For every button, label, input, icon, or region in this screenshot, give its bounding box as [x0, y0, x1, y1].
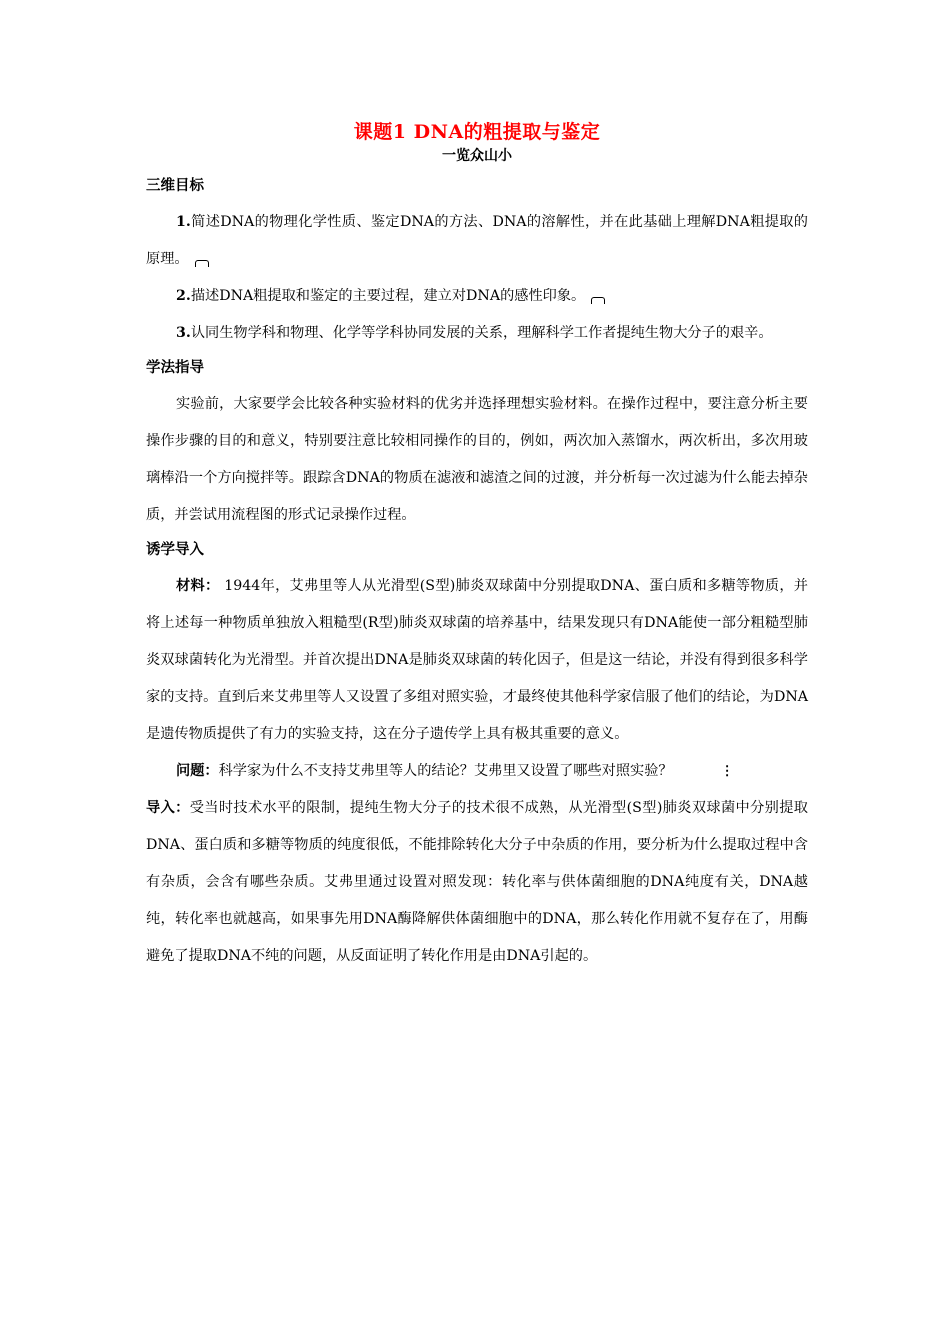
margin-mark-icon	[591, 297, 605, 304]
objective-item-3	[146, 315, 808, 352]
material-text: 1944年，艾弗里等人从光滑型(S型)肺炎双球菌中分别提取DNA、蛋白质和多糖等物质，并将上述每一种物质单独放入粗糙型(R型)肺炎双球菌的培养基中，结果发现只有DNA能使一部分粗糙型肺炎双球菌转化为光滑型。并首次提出DNA是肺炎双球菌的转化因子，但是这一结论，并没有得到很多科学家的支持。直到后来艾弗里等人又设置了多组对照实验，才最终使其他科学家信服了他们的结论，为DNA是遗传物质提供了有力的实验支持，这在分子遗传学上具有极其重要的意义。	[146, 578, 808, 742]
objective-number: 3.	[176, 325, 191, 341]
margin-mark-icon	[195, 260, 209, 267]
section-heading-objectives: 三维目标	[146, 177, 204, 194]
document-page	[146, 118, 808, 975]
objective-item-1	[146, 204, 808, 278]
objective-text: 描述DNA粗提取和鉴定的主要过程，建立对DNA的感性印象。	[190, 288, 586, 304]
objective-number: 1.	[176, 214, 191, 230]
question-paragraph	[146, 753, 808, 790]
question-text: 科学家为什么不支持艾弗里等人的结论？艾弗里又设置了哪些对照实验？	[218, 763, 673, 779]
intro-paragraph	[146, 790, 808, 975]
page-subtitle: 一览众山小	[442, 148, 512, 164]
objective-text: 简述DNA的物理化学性质、鉴定DNA的方法、DNA的溶解性，并在此基础上理解DNA粗提取的原理。	[146, 214, 808, 267]
section-heading-introduction: 诱学导入	[146, 541, 204, 558]
objective-text: 认同生物学科和物理、化学等学科协同发展的关系，理解科学工作者提纯生物大分子的艰辛。	[190, 325, 773, 341]
question-label: 问题：	[176, 763, 219, 779]
intro-text: 受当时技术水平的限制，提纯生物大分子的技术很不成熟，从光滑型(S型)肺炎双球菌中分别提取DNA、蛋白质和多糖等物质的纯度很低，不能排除转化大分子中杂质的作用，要分析为什么提取过程中含有杂质，会含有哪些杂质。艾弗里通过设置对照发现：转化率与供体菌细胞的DNA纯度有关，DNA越纯，转化率也就越高，如果事先用DNA酶降解供体菌细胞中的DNA，那么转化作用就不复存在了，用酶避免了提取DNA不纯的问题，从反面证明了转化作用是由DNA引起的。	[146, 800, 808, 964]
material-label: 材料：	[176, 578, 220, 594]
study-guide-text: 实验前，大家要学会比较各种实验材料的优劣并选择理想实验材料。在操作过程中，要注意分析主要操作步骤的目的和意义，特别要注意比较相同操作的目的，例如，两次加入蒸馏水，两次析出，多次用玻璃棒沿一个方向搅拌等。跟踪含DNA的物质在滤液和滤渣之间的过渡，并分析每一次过滤为什么能去掉杂质，并尝试用流程图的形式记录操作过程。	[146, 396, 808, 523]
material-paragraph	[146, 568, 808, 753]
vertical-ellipsis-icon: ⋮	[720, 764, 734, 779]
objective-item-2	[146, 278, 808, 315]
page-title: 课题1 DNA的粗提取与鉴定	[353, 121, 601, 143]
intro-label: 导入：	[146, 800, 190, 816]
objective-number: 2.	[176, 288, 191, 304]
section-heading-study-guide: 学法指导	[146, 359, 204, 376]
